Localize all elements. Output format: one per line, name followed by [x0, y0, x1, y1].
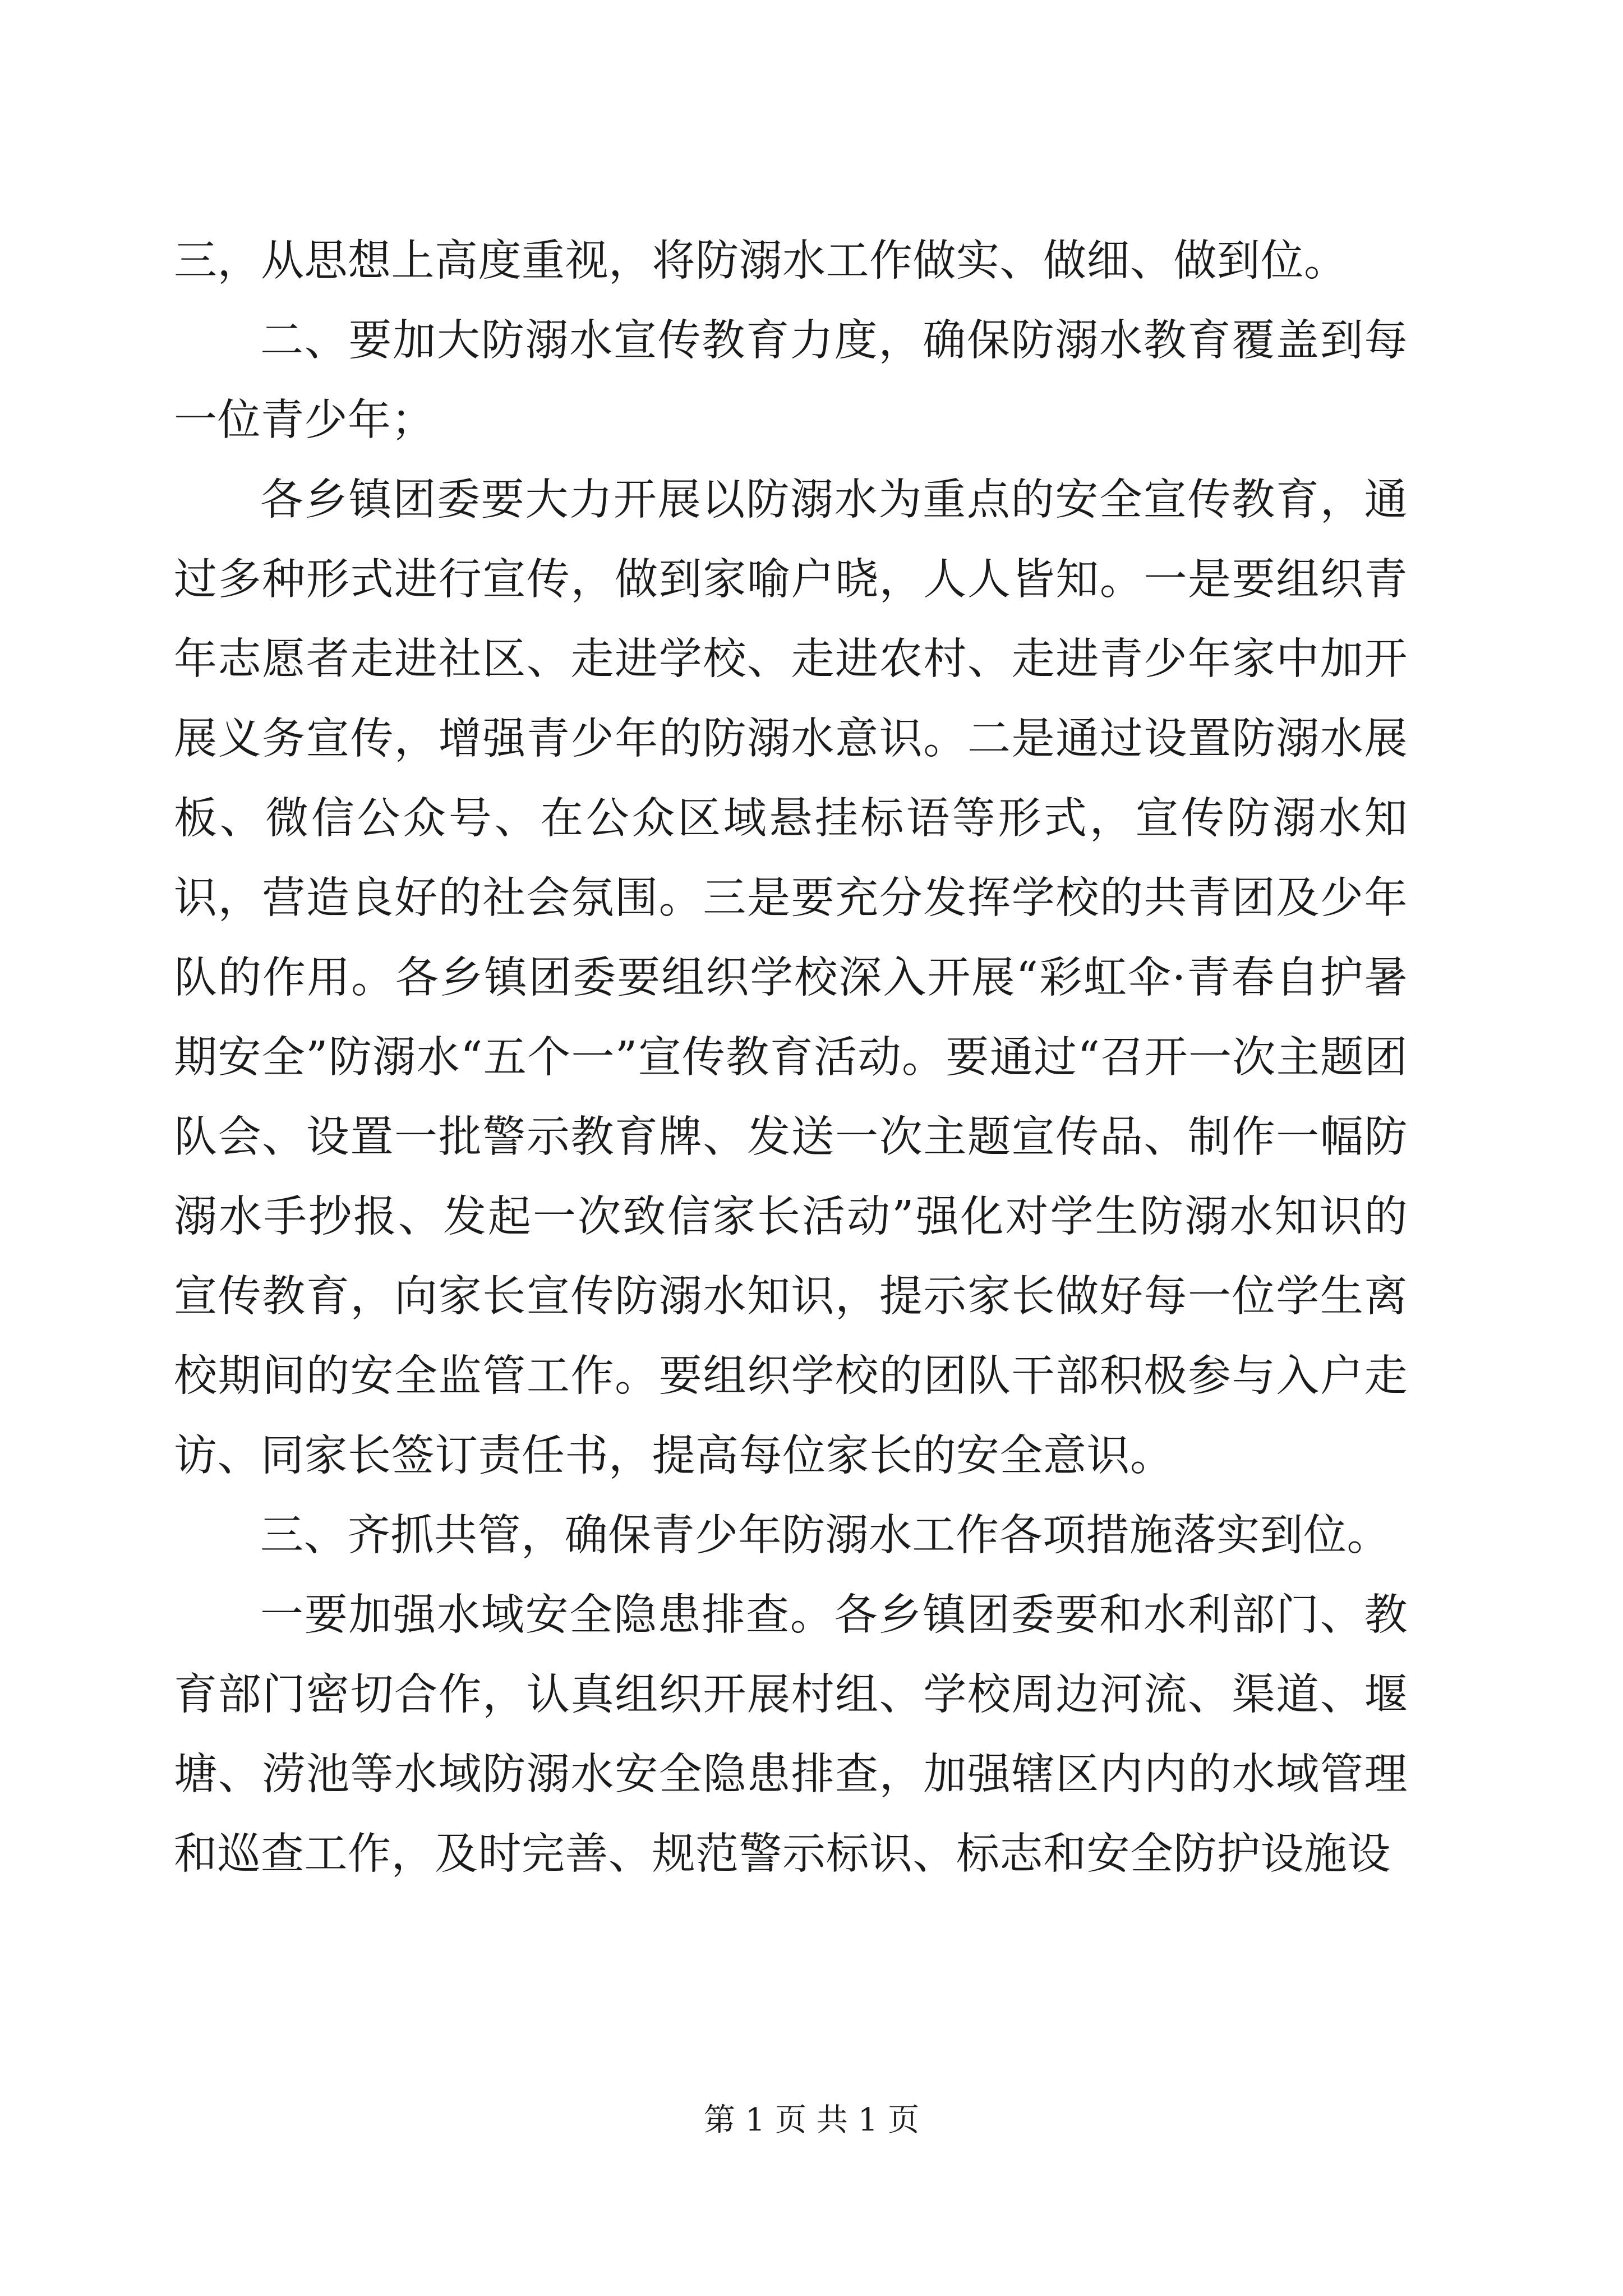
- page-footer: 第 1 页 共 1 页: [703, 2102, 920, 2138]
- paragraph-5: 一要加强水域安全隐患排查。各乡镇团委要和水利部门、教育部门密切合作，认真组织开展村组、学校周边河流、渠道、堰塘、涝池等水域防溺水安全隐患排查，加强辖区内内的水域管理和巡查工作，及时完善、规范警示标识、标志和安全防护设施设: [174, 1590, 1408, 1879]
- paragraph-2: 二、要加大防溺水宣传教育力度，确保防溺水教育覆盖到每一位青少年；: [174, 316, 1408, 445]
- paragraph-1: 三，从思想上高度重视，将防溺水工作做实、做细、做到位。: [174, 236, 1348, 286]
- document-body: [174, 222, 1408, 1894]
- paragraph-4: 三、齐抓共管，确保青少年防溺水工作各项措施落实到位。: [260, 1511, 1390, 1561]
- paragraph-3: 各乡镇团委要大力开展以防溺水为重点的安全宣传教育，通过多种形式进行宣传，做到家喻户晓，人人皆知。一是要组织青年志愿者走进社区、走进学校、走进农村、走进青少年家中加开展义务宣传，增强青少年的防溺水意识。二是通过设置防溺水展板、微信公众号、在公众区域悬挂标语等形式，宣传防溺水知识，营造良好的社会氛围。三是要充分发挥学校的共青团及少年队的作用。各乡镇团委要组织学校深入开展“彩虹伞·青春自护暑期安全”防溺水“五个一”宣传教育活动。要通过“召开一次主题团队会、设置一批警示教育牌、发送一次主题宣传品、制作一幅防溺水手抄报、发起一次致信家长活动”强化对学生防溺水知识的宣传教育，向家长宣传防溺水知识，提示家长做好每一位学生离校期间的安全监管工作。要组织学校的团队干部积极参与入户走访、同家长签订责任书，提高每位家长的安全意识。: [174, 475, 1408, 1481]
